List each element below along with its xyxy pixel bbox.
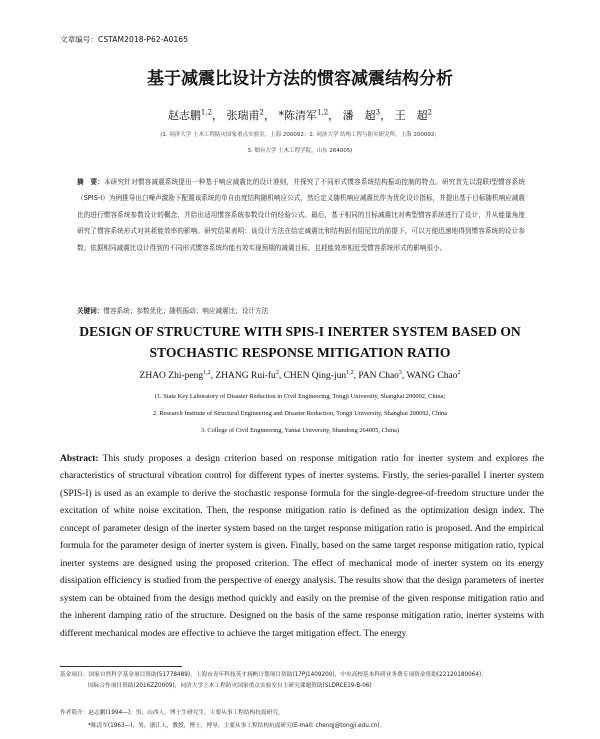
en-author-sup: 1,2: [346, 370, 354, 376]
chinese-authors: 赵志鹏$^{1,2}$， 张瑞甫$^2$， *陈清军$^{1,2}$， 潘 超$^3$， 王 超$^2$: [167, 108, 433, 122]
cn-author-name: 张瑞甫: [226, 109, 260, 122]
en-author-sup: 2: [275, 370, 279, 376]
english-affiliation-2: 2. Research Institute of Structural Engineering and Disaster Reduction, Tongji University, Shanghai 200092, China: [152, 410, 448, 417]
chinese-abstract-text: 本研究针对惯容减震系统提出一种基于响应减震比的设计准则，并探究了不同形式惯容系统结构振动控制的特点。研究首先以混联Ⅰ型惯容系统（SPIS-I）为例推导出白噪声激励下配置该系统的单自由度结构随机响应公式，然后定义随机响应减震比作为优化设计指标，并提出基于目标随机响应减震比的进行惯容系统参数设计的概念，并给出适用惯容系统参数设计的经验公式。最后，基于相同的目标减震比对典型惯容系统进行了设计，并从能量角度研究了惯容系统形式对其耗能效率的影响。研究结果表明：该设计方法在给定减震比和结构固有阻尼比的前提下，可以方便迅速地得到惯容系统的设计参数；依据相同减震比设计得到的不同形式惯容系统均能有效实现预期的减震目标，且耗能效率相近受惯容系统形式的影响很小。: [77, 178, 526, 252]
cn-author-name: 王 超: [394, 109, 428, 122]
en-author-name: WANG Chao: [406, 371, 458, 382]
cn-author-sup: 2: [427, 108, 433, 117]
cn-author-sup: 1,2: [317, 108, 329, 117]
english-affiliation-3: 3. College of Civil Engineering, Yantai University, Shandong 264005, China): [200, 427, 400, 434]
footnote-divider: [60, 666, 182, 667]
chinese-keywords: [77, 305, 268, 315]
english-title: [0, 321, 600, 363]
english-abstract-label: Abstract:: [60, 454, 99, 464]
cn-author-name: *陈清军: [278, 109, 318, 122]
english-abstract-text: This study proposes a design criterion based on response mitigation ratio for inerter system and explores the characteristics of structural vibration control for different types of inerter systems. Firstly, the series-parallel I inerter system (SPIS-I) is used as an example to derive the stochastic response formula for the single-degree-of-freedom structure under the excitation of white noise excitation. Then, the response mitigation ratio is defined as the optimization design index. The concept of parameter design of the inerter system based on the target response mitigation ratio is proposed. And the empirical formula for the parameter design of inerter system is given. Finally, based on the same target response mitigation ratio, typical inerter systems are designed using the proposed criterion. The effect of mechanical mode of inerter system on its energy dissipation efficiency is studied from the perspective of energy analysis. The results show that the design parameters of inerter system can be obtained from the design method quickly and easily on the premise of the given response mitigation ratio and the inherent damping ratio of the structure. Designed on the basis of the same response mitigation ratio, inerter systems with different mechanical modes are effective to achieve the target mitigation effect. The energy: [60, 454, 544, 639]
en-author-sup: 2: [457, 370, 461, 376]
chinese-abstract-label: 摘 要：: [77, 178, 105, 186]
fund-footnote-line2: 国际合作项目资助(2016ZZ0009)，同济大学土木工程防灾国家重点实验室自主研究课题资助(SLDRCE19-B-06): [88, 683, 372, 689]
corresponding-author-footnote: *陈清军(1963—)，男，浙江人，教授，博士，博导，主要从事工程结构抗震研究(E-mail: chenqj@tongji.edu.cn)。: [88, 723, 386, 729]
document-number: 文章编号：CSTAM2018-P62-A0165: [60, 35, 189, 44]
english-authors: ZHAO Zhi-peng$^{1,2}$, ZHANG Rui-$fu^2$, CHEN Qing-jun$^{1,2}$, PAN Chao$^3$, WANG Chao$^2$: [139, 370, 461, 382]
en-author-sup: 3: [398, 370, 402, 376]
cn-author-name: 潘 超: [342, 109, 376, 122]
chinese-affiliation-line2: 3. 烟台大学 土木工程学院，山东 264005): [247, 148, 353, 154]
chinese-keywords-label: 关键词：: [77, 307, 104, 315]
fund-footnote-line1: 基金项目：国家自然科学基金项目资助(51778489)，上海市青年科技英才扬帆计划项目资助(17PJ1409200)，中央高校基本科研业务费专项资金资助(22120180064)，: [60, 672, 487, 678]
en-author-name: CHEN Qing-jun: [283, 371, 347, 382]
en-author-sup: 1,2: [203, 370, 211, 376]
english-title-line1: DESIGN OF STRUCTURE WITH SPIS-I INERTER SYSTEM BASED ON: [79, 324, 521, 339]
english-abstract: [60, 451, 544, 643]
fund-footnote: [60, 670, 550, 692]
en-author-name: ZHAO Zhi-peng: [139, 371, 204, 382]
cn-author-name: 赵志鹏: [167, 109, 201, 122]
chinese-abstract: [77, 174, 525, 256]
author-info-footnote: 作者简介：赵志鹏(1994—)，男，山西人，博士生研究生，主要从事工程结构抗震研究。: [60, 710, 284, 716]
english-title-line2: STOCHASTIC RESPONSE MITIGATION RATIO: [149, 345, 451, 360]
cn-author-sup: 2: [259, 108, 265, 117]
chinese-affiliation-line1: (1. 同济大学 土木工程防灾国家重点实验室，上海 200092；2. 同济大学 结构工程与防灾研究所，上海 200092；: [160, 132, 440, 138]
chinese-title: 基于减震比设计方法的惯容减震结构分析: [147, 69, 453, 89]
en-author-name: ZHANG Rui-fu: [215, 371, 276, 382]
chinese-keywords-text: 惯容系统；参数优化；随机振动；响应减震比；设计方法: [103, 307, 269, 315]
cn-author-sup: 3: [375, 108, 381, 117]
english-affiliation-1: (1. State Key Laboratory of Disaster Reduction in Civil Engineering, Tongji University, Shanghai 200092, China;: [154, 393, 446, 400]
en-author-name: PAN Chao: [358, 371, 399, 382]
cn-author-sup: 1,2: [200, 108, 213, 117]
